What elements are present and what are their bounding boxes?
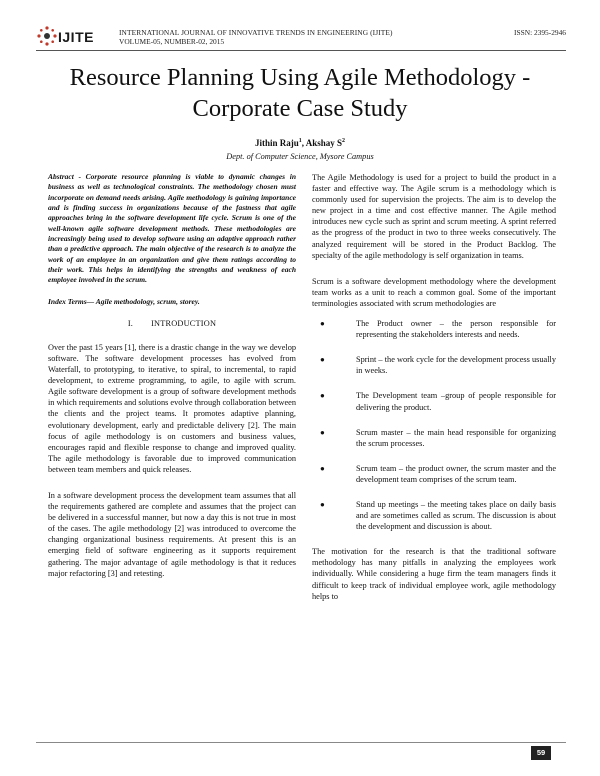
bullet-icon: ● bbox=[320, 391, 325, 401]
journal-logo bbox=[36, 24, 114, 50]
body-paragraph-scrum: Scrum is a software development methodology where the development team works as a unit to reach a common goal. Some of the important terminologies associated with scrum methodologies are bbox=[312, 276, 556, 308]
list-item bbox=[312, 390, 556, 412]
left-column bbox=[48, 172, 296, 579]
scrum-terminology-list bbox=[312, 318, 556, 532]
author-1: Jithin Raju bbox=[254, 138, 299, 148]
logo-star-icon bbox=[36, 24, 58, 50]
affiliation: Dept. of Computer Science, Mysore Campus bbox=[226, 152, 374, 161]
bullet-icon: ● bbox=[320, 355, 325, 365]
paper-title bbox=[40, 62, 560, 124]
page-number: 59 bbox=[531, 746, 551, 760]
journal-header bbox=[36, 18, 566, 58]
abstract: Abstract - Corporate resource planning is viable to dynamic changes in business as well as technological constraints. The methodology chosen must incorporate on demand needs arising. Agile methodology is gaining importance and is finding success in organizations because of the fastness that agile approaches bring in the software development life cycle. Scrum is one of the well-known agile software development methods. These methodologies are increasingly being used to develop software using an adaptive approach rather than a predictive approach. The main objective of the research is to analyze the work of an employee in an organization and give them ratings according to their work. This helps in identifying the strengths and weakness of each employee involved in the scrum. bbox=[48, 172, 296, 285]
journal-issn: ISSN: 2395-2946 bbox=[514, 28, 566, 37]
intro-paragraph-2: In a software development process the development team assumes that all the requirements gathered are complete and assumes that the project can be delivered in a successful manner, but now a day this is not true in most of the cases. The agile methodology [2] was introduced to overcome the changing organizational business requirements. At present this is an emerging field of software engineering as it supports requirement gathering. The major advantage of agile methodology is that it reduces major refactoring [3] and retesting. bbox=[48, 491, 296, 578]
list-item-text: Scrum master – the main head responsible for organizing the scrum processes. bbox=[356, 427, 556, 448]
list-item-text: Sprint – the work cycle for the development process usually in weeks. bbox=[356, 355, 556, 376]
header-divider bbox=[36, 50, 566, 51]
intro-paragraph-1: Over the past 15 years [1], there is a drastic change in the way we develop software. The software development processes has evolved from Waterfall, to prototyping, to iterative, to spiral, to incremental, to rapid development, to extreme programming, to agile, to agile with scrum. Agile software development is a group of software development methods in which requirements and solutions evolve through collaboration between the clients and the project teams. It promotes adaptive planning, evolutionary development, early and predictable delivery [2]. The main focus of agile methodology is on customers and business values, encourages rapid and flexible response to change and improved quality. The agile methodology is favorable due to improved communication between team members and quick releases. bbox=[48, 342, 296, 474]
author-list bbox=[0, 138, 600, 148]
list-item-text: Stand up meetings – the meeting takes place on daily basis and are sometimes called as scrum. The discussion is about the development and discussion is about. bbox=[356, 499, 556, 532]
list-item bbox=[312, 354, 556, 376]
list-item bbox=[312, 499, 556, 532]
journal-name: INTERNATIONAL JOURNAL OF INNOVATIVE TRENDS IN ENGINEERING (IJITE) bbox=[119, 28, 393, 37]
author-1-affil-mark: 1 bbox=[298, 138, 302, 144]
list-item bbox=[312, 427, 556, 449]
list-item-text: Scrum team – the product owner, the scrum master and the development team comprises of the scrum team. bbox=[356, 463, 556, 484]
bullet-icon: ● bbox=[320, 499, 325, 509]
section-number: I. bbox=[127, 318, 134, 328]
title-line-2: Corporate Case Study bbox=[192, 95, 408, 122]
list-item-text: The Product owner – the person responsible for representing the stakeholders interests and needs. bbox=[356, 319, 556, 340]
author-2: Akshay S bbox=[305, 138, 343, 148]
title-line-1: Resource Planning Using Agile Methodology - bbox=[69, 64, 531, 91]
logo-text: IJITE bbox=[58, 29, 94, 45]
body-paragraph-agile: The Agile Methodology is used for a project to build the product in a faster and effective way. The Agile scrum is a methodology which is commonly used for supervision the projects. The aim is to develop the new project in a time and cost effective manner. The Agile method introduces new cycle such as sprint and scrum meeting. A sprint referred as the progress of the product in two to three weeks consecutively. The analyzed requirement will be stored in the Product Backlog. The specialty of the agile methodology is self organization in teams. bbox=[312, 173, 556, 260]
author-separator: , bbox=[301, 138, 306, 148]
index-terms: Index Terms— Agile methodology, scrum, storey. bbox=[48, 296, 200, 306]
list-item bbox=[312, 463, 556, 485]
section-title: INTRODUCTION bbox=[151, 318, 217, 328]
section-heading-introduction bbox=[48, 318, 296, 329]
bullet-icon: ● bbox=[320, 427, 325, 437]
right-column bbox=[312, 172, 556, 602]
journal-volume: VOLUME-05, NUMBER-02, 2015 bbox=[119, 37, 225, 46]
author-2-affil-mark: 2 bbox=[342, 138, 346, 144]
body-paragraph-motivation: The motivation for the research is that the traditional software methodology has many pitfalls in analyzing the employees work individually. While considering a huge firm the team managers finds it difficult to keep track of individual employee work, agile methodology helps to bbox=[312, 547, 556, 601]
bullet-icon: ● bbox=[320, 463, 325, 473]
list-item bbox=[312, 318, 556, 340]
bullet-icon: ● bbox=[320, 319, 325, 329]
list-item-text: The Development team –group of people responsible for delivering the product. bbox=[356, 391, 556, 412]
footer-divider bbox=[36, 742, 566, 743]
